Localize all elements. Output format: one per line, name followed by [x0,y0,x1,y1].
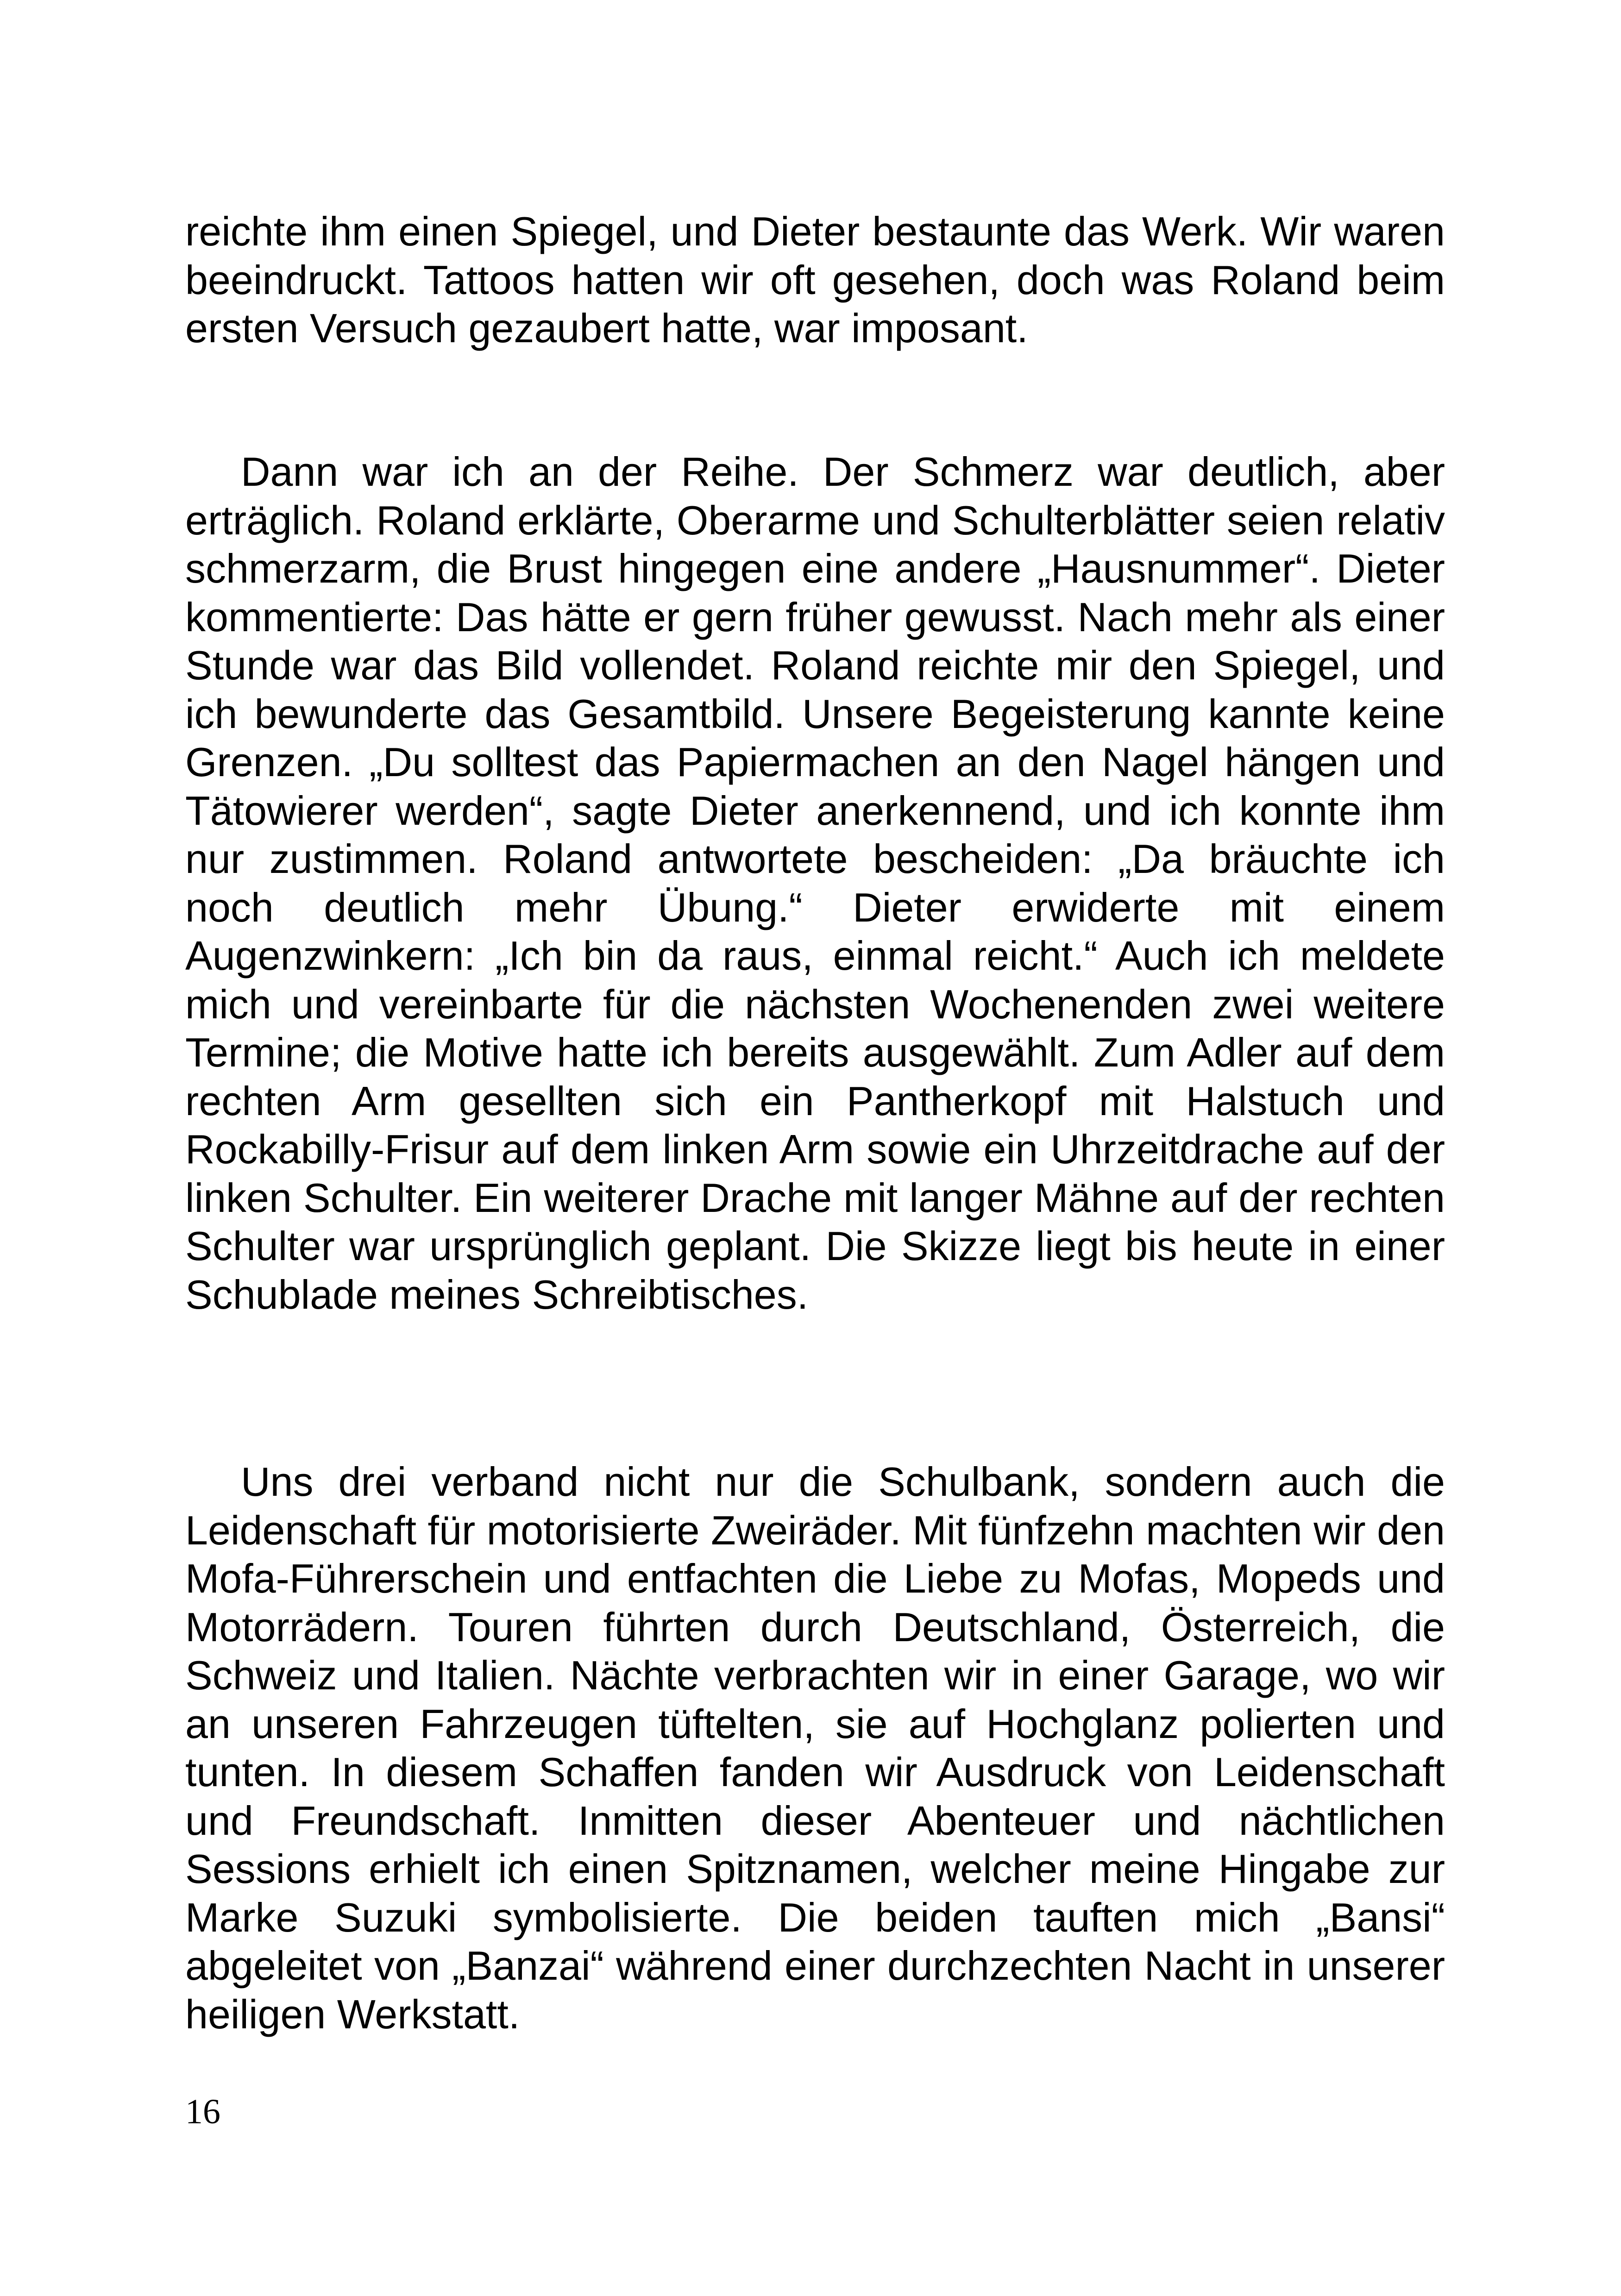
paragraph-tattoo-session: Dann war ich an der Reihe. Der Schmerz war deutlich, aber erträglich. Roland erklärte, Oberarme und Schulterblätter seien relativ schmerzarm, die Brust hingegen eine andere „Hausnummer“. Dieter kommentierte: Das hätte er gern früher gewusst. Nach mehr als einer Stunde war das Bild vollendet. Roland reichte mir den Spiegel, und ich bewunderte das Gesamtbild. Unsere Begeisterung kannte keine Grenzen. „Du solltest das Papiermachen an den Nagel hängen und Tätowierer werden“, sagte Dieter anerkennend, und ich konnte ihm nur zustimmen. Roland antwortete bescheiden: „Da bräuchte ich noch deutlich mehr Übung.“ Dieter erwiderte mit einem Augenzwinkern: „Ich bin da raus, einmal reicht.“ Auch ich meldete mich und vereinbarte für die nächsten Wochenenden zwei weitere Termine; die Motive hatte ich bereits ausgewählt. Zum Adler auf dem rechten Arm gesellten sich ein Pantherkopf mit Halstuch und Rockabilly-Frisur auf dem linken Arm sowie ein Uhrzeitdrache auf der linken Schulter. Ein weiterer Drache mit langer Mähne auf der rechten Schulter war ursprünglich geplant. Die Skizze liegt bis heute in einer Schublade meines Schreibtisches. [185,449,1445,1317]
paragraph-motorcycles: Uns drei verband nicht nur die Schulbank, sondern auch die Leidenschaft für motorisierte Zweiräder. Mit fünfzehn machten wir den Mofa-Führerschein und entfachten die Liebe zu Mofas, Mopeds und Motorrädern. Touren führten durch Deutschland, Österreich, die Schweiz und Italien. Nächte verbrachten wir in einer Garage, wo wir an unseren Fahrzeugen tüftelten, sie auf Hochglanz polierten und tunten. In diesem Schaffen fanden wir Ausdruck von Leidenschaft und Freundschaft. Inmitten dieser Abenteuer und nächtlichen Sessions erhielt ich einen Spitznamen, welcher meine Hingabe zur Marke Suzuki symbolisierte. Die beiden tauften mich „Bansi“ abgeleitet von „Banzai“ während einer durchzechten Nacht in unserer heiligen Werkstatt. [185,1459,1445,2037]
page-number: 16 [185,2092,220,2131]
paragraph-continuation: reichte ihm einen Spiegel, und Dieter bestaunte das Werk. Wir waren beeindruckt. Tattoos hatten wir oft gesehen, doch was Roland beim ersten Versuch gezaubert hatte, war imposant. [185,208,1445,351]
